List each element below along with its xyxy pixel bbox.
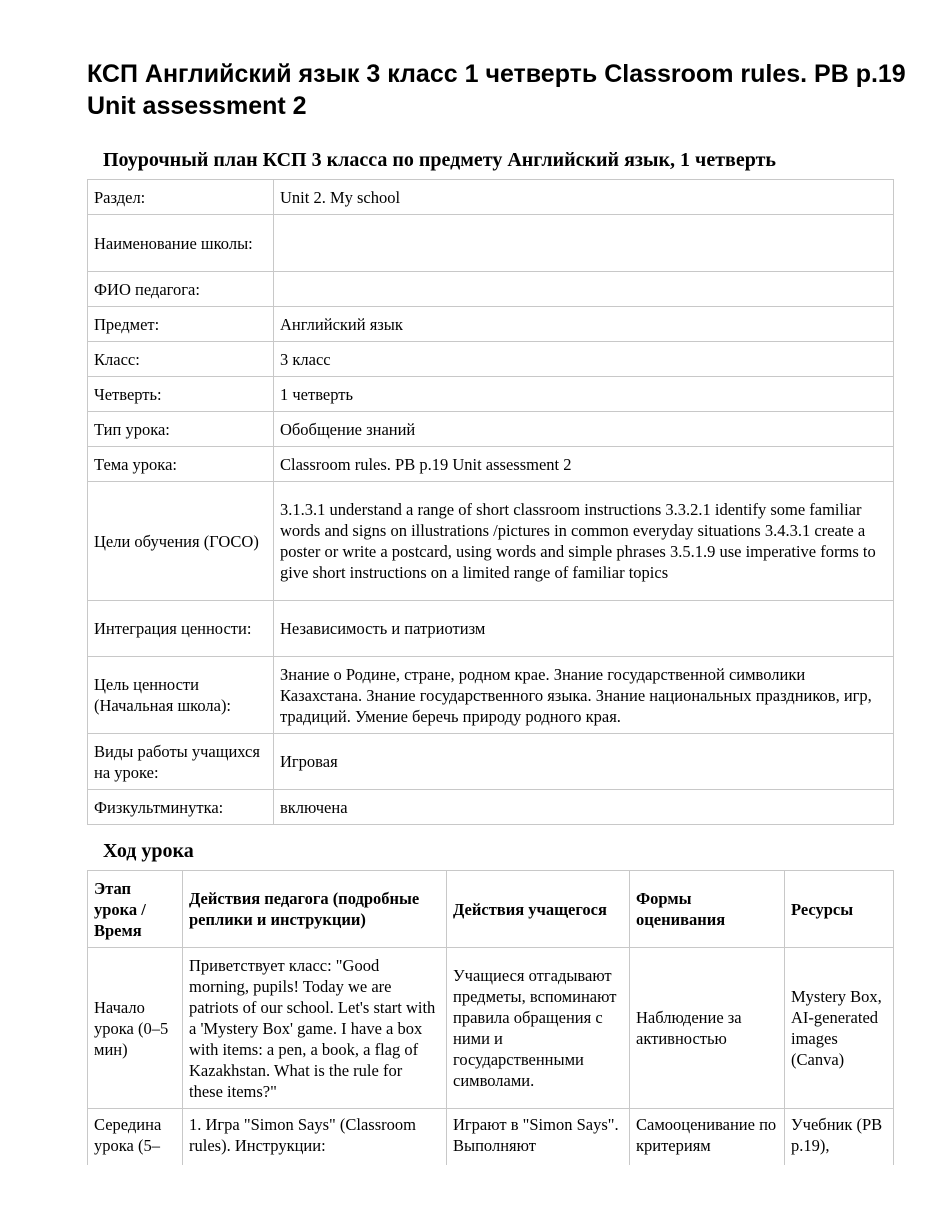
table-row bbox=[88, 1109, 894, 1166]
table-row bbox=[88, 377, 894, 412]
lesson-flow-heading: Ход урока bbox=[103, 840, 194, 862]
info-label: Тип урока: bbox=[88, 412, 274, 447]
table-row bbox=[88, 272, 894, 307]
plan-heading: Поурочный план КСП 3 класса по предмету Английский язык, 1 четверть bbox=[103, 149, 776, 171]
resources-cell: Учебник (PB p.19), bbox=[785, 1109, 894, 1166]
student-actions-cell: Играют в "Simon Says". Выполняют bbox=[447, 1109, 630, 1166]
info-label: Физкультминутка: bbox=[88, 790, 274, 825]
table-row bbox=[88, 601, 894, 657]
info-label: Интеграция ценности: bbox=[88, 601, 274, 657]
info-label: Класс: bbox=[88, 342, 274, 377]
table-row bbox=[88, 447, 894, 482]
info-value: Английский язык bbox=[274, 307, 894, 342]
info-label: ФИО педагога: bbox=[88, 272, 274, 307]
table-row bbox=[88, 948, 894, 1109]
info-label: Виды работы учащихся на уроке: bbox=[88, 734, 274, 790]
info-value: Независимость и патриотизм bbox=[274, 601, 894, 657]
student-actions-cell: Учащиеся отгадывают предметы, вспоминают правила обращения с ними и государственными символами. bbox=[447, 948, 630, 1109]
column-header-assessment: Формы оценивания bbox=[630, 871, 785, 948]
stage-cell: Начало урока (0–5 мин) bbox=[88, 948, 183, 1109]
document-title: КСП Английский язык 3 класс 1 четверть Classroom rules. PB p.19 Unit assessment 2 bbox=[87, 60, 906, 120]
info-value bbox=[274, 215, 894, 272]
column-header-stage: Этап урока / Время bbox=[88, 871, 183, 948]
teacher-actions-cell: Приветствует класс: "Good morning, pupils! Today we are patriots of our school. Let's start with a 'Mystery Box' game. I have a box with items: a pen, a book, a flag of Kazakhstan. What is the rule for these items?" bbox=[183, 948, 447, 1109]
info-label: Предмет: bbox=[88, 307, 274, 342]
info-value: Обобщение знаний bbox=[274, 412, 894, 447]
info-label: Раздел: bbox=[88, 180, 274, 215]
info-label: Четверть: bbox=[88, 377, 274, 412]
info-value: 3.1.3.1 understand a range of short classroom instructions 3.3.2.1 identify some familiar words and signs on illustrations /pictures in common everyday situations 3.4.3.1 create a poster or write a postcard, using words and simple phrases 3.5.1.9 use imperative forms to give short instructions on a limited range of familiar topics bbox=[274, 482, 894, 601]
info-value: Unit 2. My school bbox=[274, 180, 894, 215]
info-value: Игровая bbox=[274, 734, 894, 790]
info-value bbox=[274, 272, 894, 307]
info-label: Цели обучения (ГОСО) bbox=[88, 482, 274, 601]
table-row bbox=[88, 215, 894, 272]
info-value: Classroom rules. PB p.19 Unit assessment 2 bbox=[274, 447, 894, 482]
table-row bbox=[88, 790, 894, 825]
info-value: 3 класс bbox=[274, 342, 894, 377]
lesson-info-table bbox=[87, 179, 894, 825]
info-label: Цель ценности (Начальная школа): bbox=[88, 657, 274, 734]
table-row bbox=[88, 657, 894, 734]
assessment-cell: Наблюдение за активностью bbox=[630, 948, 785, 1109]
table-row bbox=[88, 412, 894, 447]
info-value: 1 четверть bbox=[274, 377, 894, 412]
info-value: Знание о Родине, стране, родном крае. Знание государственной символики Казахстана. Знание государственного языка. Знание национальных праздников, игр, традиций. Умение беречь природу родного края. bbox=[274, 657, 894, 734]
lesson-flow-table bbox=[87, 870, 894, 1165]
column-header-student-actions: Действия учащегося bbox=[447, 871, 630, 948]
table-row bbox=[88, 342, 894, 377]
resources-cell: Mystery Box, AI-generated images (Canva) bbox=[785, 948, 894, 1109]
teacher-actions-cell: 1. Игра "Simon Says" (Classroom rules). Инструкции: bbox=[183, 1109, 447, 1166]
info-value: включена bbox=[274, 790, 894, 825]
info-label: Наименование школы: bbox=[88, 215, 274, 272]
table-row bbox=[88, 307, 894, 342]
stage-cell: Середина урока (5– bbox=[88, 1109, 183, 1166]
column-header-teacher-actions: Действия педагога (подробные реплики и инструкции) bbox=[183, 871, 447, 948]
table-row bbox=[88, 482, 894, 601]
table-row bbox=[88, 180, 894, 215]
info-label: Тема урока: bbox=[88, 447, 274, 482]
table-header-row bbox=[88, 871, 894, 948]
assessment-cell: Самооценивание по критериям bbox=[630, 1109, 785, 1166]
column-header-resources: Ресурсы bbox=[785, 871, 894, 948]
table-row bbox=[88, 734, 894, 790]
